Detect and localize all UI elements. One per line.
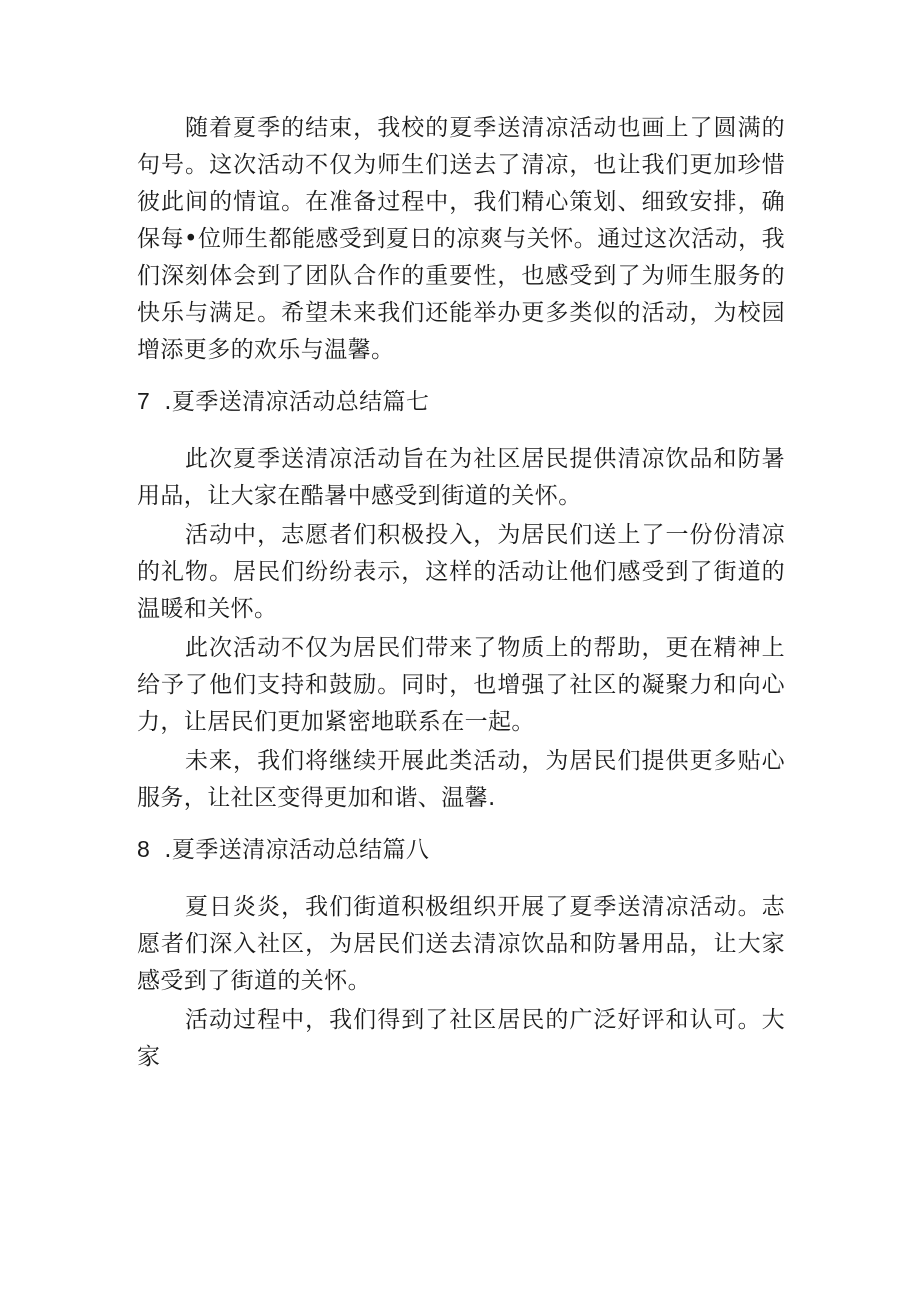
body-paragraph: 活动中，志愿者们积极投入，为居民们送上了一份份清凉的礼物。居民们纷纷表示，这样的活动让他们感受到了街道的温暖和关怀。 [137, 522, 785, 622]
body-paragraph: 随着夏季的结束，我校的夏季送清凉活动也画上了圆满的句号。这次活动不仅为师生们送去了清凉，也让我们更加珍惜彼此间的情谊。在准备过程中，我们精心策划、细致安排，确保每•位师生都能感受到夏日的凉爽与关怀。通过这次活动，我们深刻体会到了团队合作的重要性，也感受到了为师生服务的快乐与满足。希望未来我们还能举办更多类似的活动，为校园增添更多的欢乐与温馨。 [137, 115, 785, 363]
section-title: .夏季送清凉活动总结篇八 [164, 837, 430, 863]
section-number: 8 [137, 836, 151, 862]
document-body [137, 110, 785, 1078]
section-title: .夏季送清凉活动总结篇七 [164, 389, 430, 415]
section-heading-8 [137, 831, 785, 869]
body-paragraph: 此次夏季送清凉活动旨在为社区居民提供清凉饮品和防暑用品，让大家在酷暑中感受到街道的关怀。 [137, 446, 785, 509]
body-paragraph: 活动过程中，我们得到了社区居民的广泛好评和认可。大家 [137, 1007, 785, 1070]
body-paragraph: 未来，我们将继续开展此类活动，为居民们提供更多贴心服务，让社区变得更加和谐、温馨. [137, 748, 785, 811]
body-paragraph: 此次活动不仅为居民们带来了物质上的帮助，更在精神上给予了他们支持和鼓励。同时，也增强了社区的凝聚力和向心力，让居民们更加紧密地联系在一起。 [137, 635, 785, 735]
section-number: 7 [137, 388, 151, 414]
section-heading-7 [137, 383, 785, 421]
body-paragraph: 夏日炎炎，我们街道积极组织开展了夏季送清凉活动。志愿者们深入社区，为居民们送去清凉饮品和防暑用品，让大家感受到了街道的关怀。 [137, 894, 785, 994]
